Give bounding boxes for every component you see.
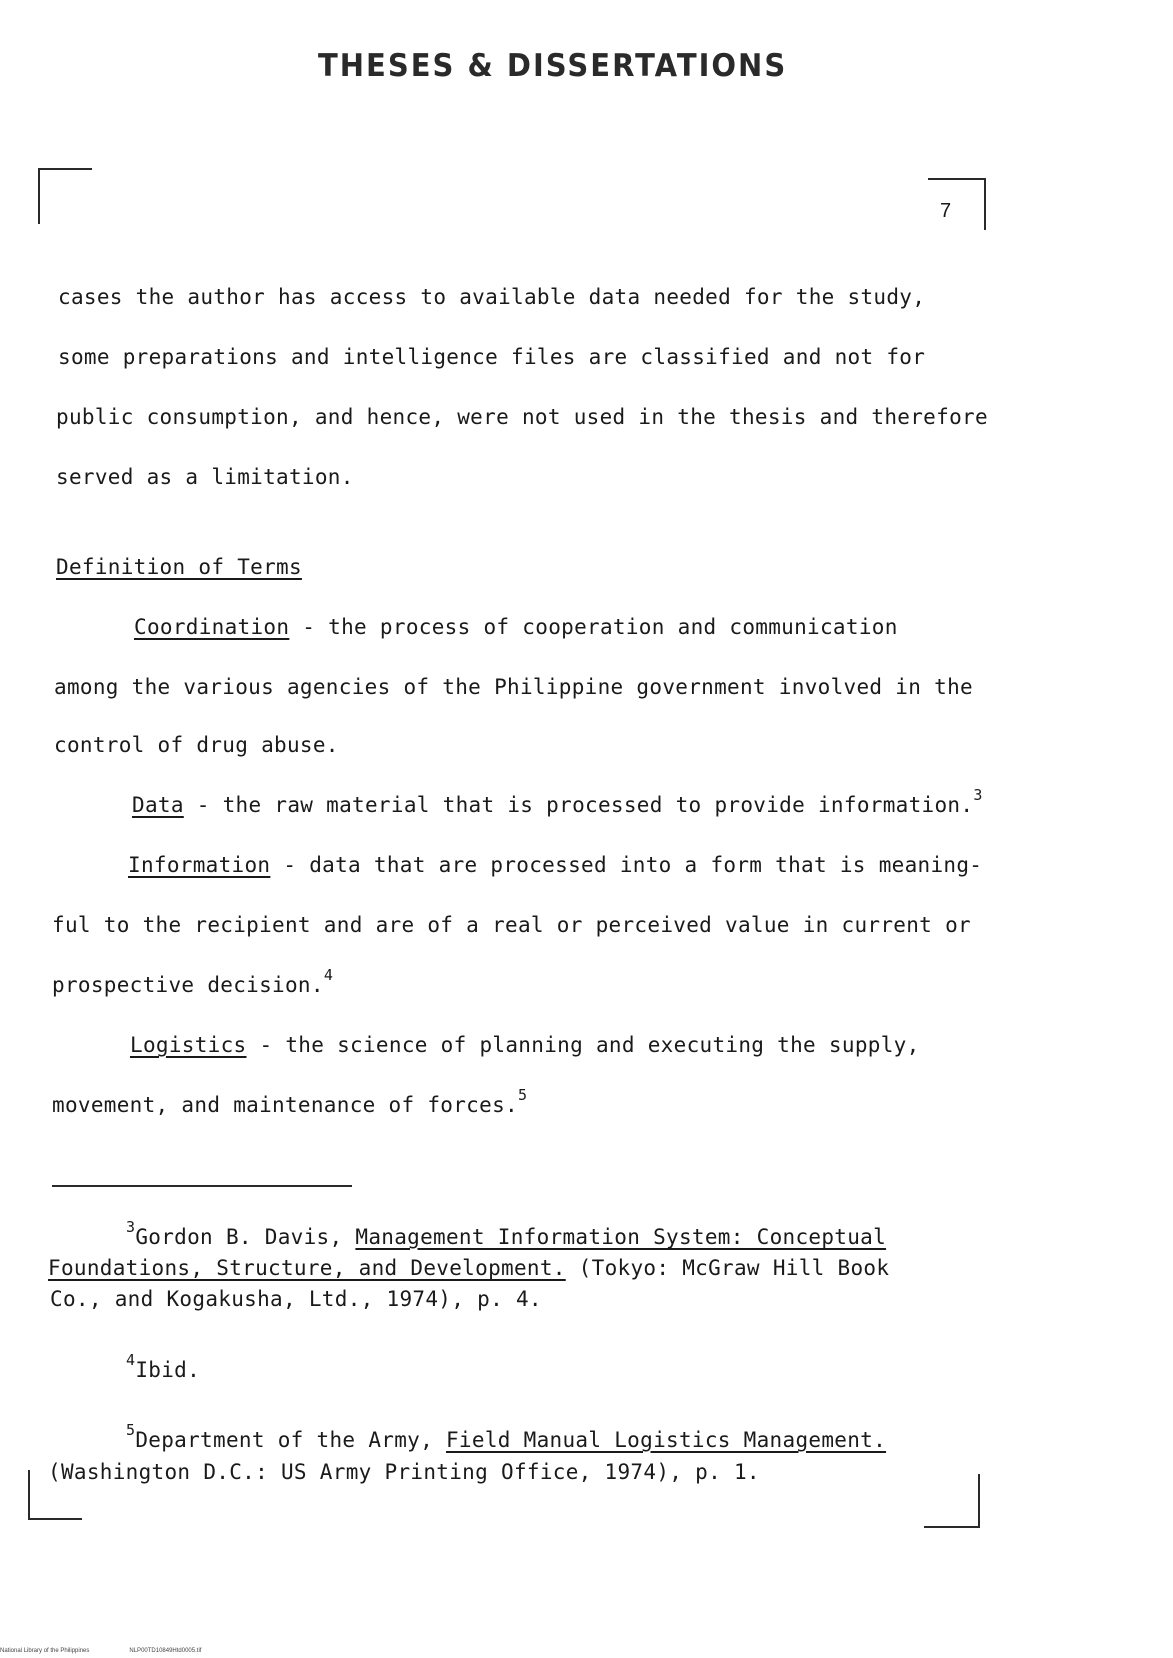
footnote-3-author: Gordon B. Davis, — [135, 1225, 356, 1249]
paragraph-line: served as a limitation. — [56, 465, 354, 489]
footnote-ref-4: 4 — [323, 966, 334, 984]
term-information-label: Information — [128, 853, 271, 877]
paragraph-line: some preparations and intelligence files are classified and not for — [58, 345, 926, 369]
crop-mark-top-left-horizontal — [38, 168, 92, 170]
term-information-definition: - data that are processed into a form that is meaning- — [270, 853, 983, 877]
definition-line: among the various agencies of the Philippine government involved in the — [54, 675, 973, 699]
footnote-4-text: Ibid. — [135, 1358, 201, 1382]
footnote-5-number: 5 — [126, 1421, 136, 1439]
footnote-3-line-2 — [48, 1256, 889, 1280]
term-coordination-label: Coordination — [134, 615, 290, 639]
definition-line: control of drug abuse. — [54, 733, 339, 757]
footnote-4 — [126, 1351, 201, 1382]
term-data-label: Data — [132, 793, 184, 817]
crop-mark-top-right-horizontal — [928, 178, 986, 180]
scan-footer-library: National Library of the Philippines — [0, 1648, 90, 1654]
footnote-divider — [52, 1185, 352, 1187]
footnote-4-number: 4 — [126, 1351, 136, 1369]
term-coordination-definition: - the process of cooperation and communication — [289, 615, 898, 639]
definition-line: ful to the recipient and are of a real or perceived value in current or — [52, 913, 971, 937]
footnote-ref-5: 5 — [517, 1086, 528, 1104]
footnote-5 — [126, 1421, 887, 1452]
theses-dissertations-stamp: THESES & DISSERTATIONS — [318, 46, 788, 84]
term-logistics-definition: - the science of planning and executing the supply, — [246, 1033, 920, 1057]
footnote-5-title: Field Manual Logistics Management. — [445, 1428, 887, 1452]
footnote-3-publisher: (Tokyo: McGraw Hill Book — [565, 1256, 890, 1280]
footnote-3 — [126, 1218, 887, 1249]
term-data-definition: - the raw material that is processed to provide information. — [183, 793, 974, 817]
footnote-3-number: 3 — [126, 1218, 136, 1236]
page-number: 7 — [940, 200, 952, 222]
crop-mark-top-right-vertical — [984, 178, 986, 230]
crop-mark-bottom-left-horizontal — [28, 1518, 82, 1520]
paragraph-line: cases the author has access to available data needed for the study, — [58, 285, 926, 309]
term-data — [132, 786, 983, 817]
crop-mark-bottom-right-horizontal — [924, 1526, 980, 1528]
definition-line-text: prospective decision. — [52, 973, 324, 997]
footnote-3-line-3: Co., and Kogakusha, Ltd., 1974), p. 4. — [50, 1287, 542, 1311]
definition-line — [52, 966, 334, 997]
footnote-3-title-continued: Foundations, Structure, and Development. — [48, 1256, 566, 1280]
term-logistics — [130, 1033, 920, 1057]
term-logistics-label: Logistics — [130, 1033, 247, 1057]
footnote-ref-3: 3 — [973, 786, 983, 804]
term-coordination — [134, 615, 898, 639]
crop-mark-top-left-vertical — [38, 168, 40, 224]
definition-line-text: movement, and maintenance of forces. — [52, 1093, 518, 1117]
footnote-5-author: Department of the Army, — [135, 1428, 446, 1452]
definition-line — [52, 1086, 528, 1117]
scan-footer-file: NLP00TD10849Htd0005.tif — [129, 1648, 202, 1654]
term-information — [128, 853, 982, 877]
section-heading: Definition of Terms — [56, 555, 302, 579]
paragraph-line: public consumption, and hence, were not used in the thesis and therefore — [56, 405, 988, 429]
footnote-3-title: Management Information System: Conceptual — [355, 1225, 887, 1249]
footnote-5-line-2: (Washington D.C.: US Army Printing Office, 1974), p. 1. — [48, 1460, 760, 1484]
crop-mark-bottom-right-vertical — [978, 1474, 980, 1528]
crop-mark-bottom-left-vertical — [28, 1470, 30, 1520]
scan-footer — [0, 1648, 241, 1654]
